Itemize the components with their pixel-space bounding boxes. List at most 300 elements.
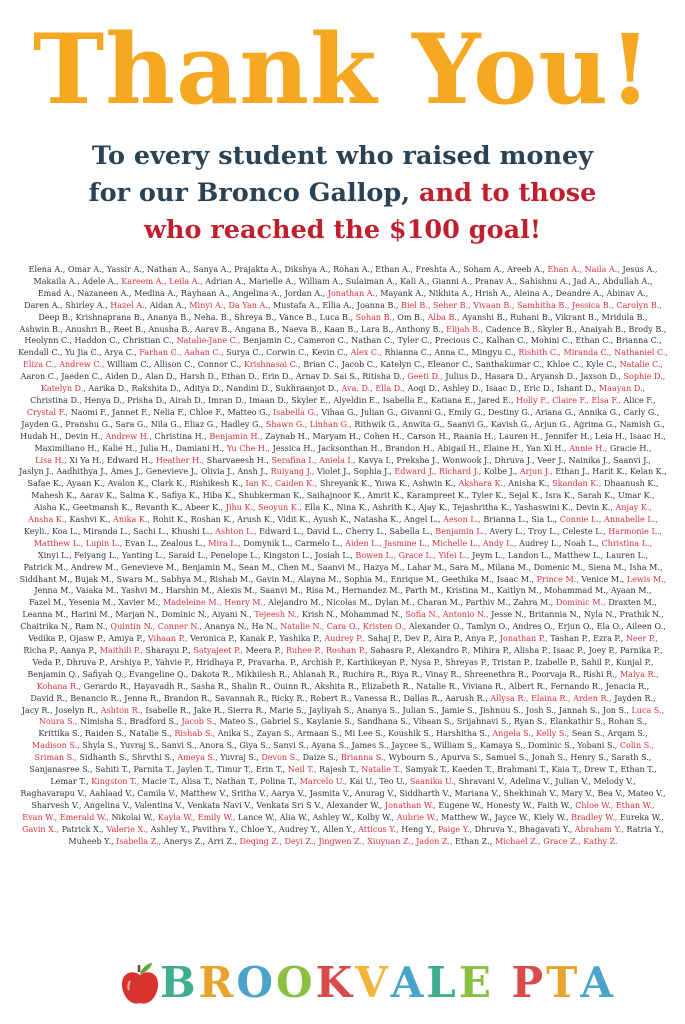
student-name: Yahvie P., <box>155 657 194 667</box>
student-name: Mayank A., <box>380 288 427 298</box>
student-name: Carmelo L., <box>294 538 343 548</box>
student-name: Arshiya P., <box>110 657 153 667</box>
student-name: Raiden S., <box>84 729 127 739</box>
student-name: Nathan C., <box>351 336 395 346</box>
student-name: Elaina R., <box>531 693 571 703</box>
student-name: Kai U., <box>349 776 377 786</box>
student-name: Miranda C., <box>563 348 612 358</box>
student-name: Erjun O., <box>557 622 595 632</box>
student-name: Shreyank K., <box>319 479 373 489</box>
student-name: Aarika D., <box>88 384 129 394</box>
student-name: Ethan A., <box>375 265 413 274</box>
student-name: Aarush R., <box>445 693 488 703</box>
student-name: Ayaan M., <box>610 586 652 596</box>
student-name: Kali A., <box>400 276 430 286</box>
student-name: Jaeden C., <box>61 372 103 382</box>
student-name: Sean M., <box>238 562 275 572</box>
student-name: Koushik S., <box>388 729 434 739</box>
student-name: Michael Z., <box>494 836 541 846</box>
student-name: Wonwook J., <box>442 455 492 465</box>
student-name: Aubrie W., <box>396 812 439 822</box>
student-name: Gianni A., <box>432 276 473 286</box>
student-name: Deandre A., <box>555 288 605 298</box>
student-name: Josh S., <box>526 705 557 715</box>
student-name: Annie H., <box>569 443 608 453</box>
student-name: Erin T., <box>255 765 286 775</box>
student-name: Nandini D., <box>226 384 273 394</box>
student-name: Saraid L., <box>168 550 208 560</box>
student-name: Emily G., <box>448 407 486 417</box>
pta-letter: A <box>580 958 616 1007</box>
student-name: Nathan T., <box>215 776 258 786</box>
subtitle-line-3: who reached the $100 goal! <box>143 215 542 245</box>
student-name: Aahlaad V., <box>89 788 135 798</box>
student-name: Polina T., <box>260 776 298 786</box>
student-name: Abdullah A., <box>602 276 653 286</box>
student-name: Preksha J., <box>396 455 440 465</box>
student-name: Abigail H., <box>437 443 481 453</box>
student-name: Geeti D., <box>407 372 443 382</box>
student-name: Xiuyuan Z., <box>367 836 414 846</box>
student-name: Devin H., <box>64 431 103 441</box>
student-name: Christian C., <box>122 336 175 346</box>
student-name: Anthony B., <box>395 324 444 334</box>
student-name: Seher B., <box>433 300 471 310</box>
student-name: Crystal F., <box>26 407 69 417</box>
student-name: Arnav D. Sai S., <box>295 372 360 382</box>
student-name: Arya C., <box>104 348 137 358</box>
student-name: Yesenia M., <box>68 598 116 608</box>
pta-letter: O <box>236 958 276 1007</box>
student-name: Minyi A., <box>189 300 226 310</box>
student-name: Julia H., <box>140 443 174 453</box>
student-name: Allysa R., <box>490 693 529 703</box>
student-name: Haddon C., <box>74 336 121 346</box>
student-name: Jon S., <box>602 705 629 715</box>
student-name: Leia H., <box>595 431 628 441</box>
student-name: Lauren H., <box>498 431 543 441</box>
student-name: Kevin C., <box>311 348 349 358</box>
student-name: Sanvi S., <box>161 741 197 751</box>
student-name: Arjun J., <box>519 467 553 477</box>
student-name: Jihu K., <box>225 503 256 513</box>
student-name: Prathik N., <box>619 610 664 620</box>
student-name: Julian S., <box>402 705 439 715</box>
student-name: Yuwa K., <box>374 479 410 489</box>
student-name: Britannia N., <box>528 610 582 620</box>
student-name: Damiani H., <box>175 443 225 453</box>
student-name: Yu Che H., <box>226 443 271 453</box>
student-name: Aarya V., <box>271 788 308 798</box>
student-name: Jesus A., <box>622 265 658 274</box>
student-name: Anna C., <box>434 348 469 358</box>
student-name: Prajakta A., <box>234 265 282 274</box>
student-name: Neha. B., <box>193 312 232 322</box>
student-name: Devon S., <box>261 753 301 763</box>
student-name: Mahesh K., <box>31 491 78 501</box>
student-name: Christina D., <box>30 395 82 405</box>
student-name: Devin K., <box>575 503 613 513</box>
student-name: Natalie C., <box>619 360 663 370</box>
student-name: Hazya M., <box>363 562 405 572</box>
student-name: Rohit K., <box>152 515 189 525</box>
student-name: Heng Y., <box>401 824 436 834</box>
student-name: Lemar T., <box>50 776 89 786</box>
student-name: Colin S., <box>619 741 655 751</box>
student-name: Sara G., <box>115 419 149 429</box>
student-name: Henry M., <box>224 598 266 608</box>
student-name: Rishith C., <box>518 348 561 358</box>
student-name: Sohan B., <box>355 312 395 322</box>
student-name: Karthikeyan P., <box>346 657 409 667</box>
pta-letter: B <box>160 958 199 1007</box>
student-name: Avalon K., <box>107 479 149 489</box>
student-name: Enrique M., <box>390 574 440 584</box>
student-name: Rithwik G., <box>354 419 400 429</box>
student-name: Joanna B., <box>356 300 399 310</box>
student-name: Kamaya S., <box>479 741 526 751</box>
student-name: Eleanor C., <box>427 360 473 370</box>
student-name: Robert R., <box>310 693 352 703</box>
student-name: Jaxson D., <box>580 372 621 382</box>
student-name: Jonathan W., <box>384 800 436 810</box>
student-name: Tashan P., <box>550 634 591 644</box>
student-name: Audrey Y., <box>278 824 321 834</box>
student-name: Sharvaeesh H., <box>206 455 269 465</box>
student-name: Dhruva P., <box>66 657 108 667</box>
student-name: Mingyu C., <box>471 348 516 358</box>
student-name: Destiny G., <box>487 407 533 417</box>
student-name: Zealous L., <box>160 538 206 548</box>
student-name: Shyla S., <box>82 741 118 751</box>
student-name: Maryam H., <box>312 431 362 441</box>
student-name: Siena M., <box>588 562 627 572</box>
student-name: Kaylanie S., <box>306 717 355 727</box>
student-name: Lewis M., <box>626 574 667 584</box>
student-name: Alan D., <box>145 372 178 382</box>
student-name: Roshan K., <box>190 515 235 525</box>
student-name: Deep B., <box>38 312 74 322</box>
student-name: Hrish A., <box>475 288 512 298</box>
student-name: Veronica P., <box>190 634 238 644</box>
student-name: Saanika U., <box>409 776 457 786</box>
student-name: Michelle L., <box>432 538 481 548</box>
student-name: Harmonie L., <box>608 526 662 536</box>
student-name: Roshan P., <box>325 646 368 655</box>
student-name: Rajesh T., <box>319 765 359 775</box>
student-name: Aoqi D., <box>407 384 440 394</box>
student-name: Cadence B., <box>485 324 535 334</box>
student-name: Gavin X., <box>22 824 60 834</box>
student-name: Lance W., <box>238 812 278 822</box>
student-name: Aileen O., <box>626 622 666 632</box>
student-name: Marjan N., <box>115 610 159 620</box>
student-name: Noura S., <box>38 717 78 727</box>
student-name: Milana M., <box>486 562 532 572</box>
student-name: Tyler C., <box>397 336 433 346</box>
student-name: Biel B., <box>401 300 431 310</box>
student-name: Hudah H., <box>20 431 63 441</box>
student-name: Ryan S., <box>513 717 548 727</box>
student-name: Lisa H., <box>35 455 67 465</box>
student-name: Alexander O., <box>408 622 465 632</box>
student-name: Jaslyn J., <box>19 467 54 477</box>
student-name: Viviana R., <box>462 681 507 691</box>
student-name: Nina K., <box>336 503 370 513</box>
student-name: Anaiyah B., <box>579 324 626 334</box>
student-name: Alice F., <box>623 395 656 405</box>
pta-footer <box>0 955 685 1013</box>
student-name: Shreya B., <box>234 312 277 322</box>
student-name: Veer J., <box>537 455 566 465</box>
student-name: Nazaneen A., <box>77 288 132 298</box>
student-name: Benjamin L., <box>435 526 487 536</box>
student-name: Julian V., <box>555 776 591 786</box>
student-name: Sanya A., <box>193 265 232 274</box>
student-name: Edward L., <box>259 526 304 536</box>
student-name: Kingston T., <box>91 776 140 786</box>
student-name: Jenacia R., <box>605 681 650 691</box>
student-name: Ethan J., <box>555 467 590 477</box>
student-name: Alisa T., <box>181 776 213 786</box>
student-name: Marcelo U., <box>299 776 347 786</box>
student-name: Natalie S., <box>129 729 172 739</box>
student-name: Lara B., <box>361 324 394 334</box>
student-name: Jingwen Z., <box>318 836 365 846</box>
student-name: Elena A., <box>28 265 66 274</box>
student-name: Kolby W., <box>356 812 395 822</box>
student-name: Ashrith K., <box>372 503 417 513</box>
student-name: Kohana R., <box>36 681 82 691</box>
student-name: Sahiti T., <box>95 765 131 775</box>
student-name: Ruchira R., <box>342 669 389 679</box>
pta-letter: O <box>276 958 316 1007</box>
student-name: Maithili P., <box>99 646 143 655</box>
student-name: Brandon R., <box>163 693 213 703</box>
student-name: Jaylen T., <box>177 765 215 775</box>
student-name: Grace L., <box>398 550 436 560</box>
student-name: Geetmansh K., <box>72 503 133 513</box>
student-name: Heolynn C., <box>24 336 72 346</box>
student-name: Angel L., <box>404 515 441 525</box>
student-name: Amrit K., <box>367 491 404 501</box>
student-name: Camila V., <box>137 788 178 798</box>
student-name: Rishab S., <box>174 729 216 739</box>
student-name: Ethan T., <box>620 765 657 775</box>
student-name: Dhaanush K., <box>603 479 659 489</box>
student-name: Sophie D., <box>623 372 666 382</box>
student-name: Jonathan A., <box>327 288 378 298</box>
student-name: Siddharth V., <box>399 788 453 798</box>
student-name: Domenic M., <box>533 562 586 572</box>
student-name: Jessica B., <box>572 300 614 310</box>
student-name: Yashika P., <box>279 634 322 644</box>
student-name: Mustafa A., <box>273 300 320 310</box>
student-name: Nysa P., <box>410 657 443 667</box>
student-name: Om B., <box>397 312 426 322</box>
student-name: Sabhya M., <box>160 574 207 584</box>
student-name: Geethika M., <box>441 574 495 584</box>
student-name: Yashaswini K., <box>514 503 574 513</box>
pta-letter: L <box>426 958 459 1007</box>
student-name: Eliza C., <box>23 360 57 370</box>
student-name: Vidit K., <box>277 515 311 525</box>
student-name: Henry S., <box>570 753 609 763</box>
student-name: Ashley Y., <box>150 824 190 834</box>
student-name: Sean S., <box>571 729 605 739</box>
student-name: Alyeldin E., <box>333 395 381 405</box>
student-name: Bea V., <box>597 788 626 798</box>
student-name: Dylan M., <box>375 598 415 608</box>
student-name: Erin D., <box>261 372 294 382</box>
student-name: Nikolai W., <box>111 812 156 822</box>
student-name: Violet J., <box>316 467 351 477</box>
student-name: Julian G., <box>360 407 399 417</box>
student-name: Mary V., <box>561 788 595 798</box>
student-name: Savannah R., <box>214 693 269 703</box>
student-name: Ethan Z., <box>454 836 493 846</box>
student-name: Anya P., <box>465 634 498 644</box>
student-name: Grace Z., <box>543 836 581 846</box>
student-name: Abinav A., <box>606 288 649 298</box>
student-name: Vaiaka M., <box>76 586 119 596</box>
student-name: Abraham Y., <box>574 824 624 834</box>
student-name: Safiya K., <box>161 491 201 501</box>
student-name: Kanak P., <box>239 634 277 644</box>
student-name: Carson H., <box>406 431 451 441</box>
student-name: Anusha B., <box>148 324 193 334</box>
student-name: Genevieve J., <box>145 467 199 477</box>
student-name: Atticus Y., <box>358 824 399 834</box>
student-name: Aanya P., <box>60 646 98 655</box>
student-name: Adrian A., <box>205 276 247 286</box>
student-name: Wybourn S., <box>388 753 439 763</box>
student-name: Ahlanah R., <box>292 669 340 679</box>
student-name: Saanvi G., <box>447 419 489 429</box>
student-name: Saanvi M., <box>317 562 361 572</box>
student-name: Anjay K., <box>615 503 652 513</box>
student-name: Ishant D., <box>556 384 597 394</box>
student-name: Teo U., <box>379 776 408 786</box>
student-name: Revanth K., <box>135 503 183 513</box>
student-name: Angelina A., <box>232 288 283 298</box>
student-name: Krish N., <box>301 610 338 620</box>
student-name: Gavin M., <box>255 574 296 584</box>
student-name: Aidan A., <box>149 300 187 310</box>
student-name: Sarath S., <box>611 753 652 763</box>
student-name: Bradford S., <box>129 717 179 727</box>
student-name: Aisha K., <box>34 503 71 513</box>
student-name: Edward J., <box>394 467 437 477</box>
student-name: Venkata Sri S V., <box>256 800 324 810</box>
student-name: Harit K., <box>592 467 628 477</box>
student-name: Agrima G., <box>573 419 618 429</box>
student-name: Maximiliano H., <box>34 443 100 453</box>
student-name: Izabelle P., <box>535 657 579 667</box>
student-name: Gracie H., <box>609 443 652 453</box>
student-name: Bowen L., <box>355 550 397 560</box>
student-name: Carolyn B., <box>616 300 662 310</box>
student-name: Lauren L., <box>605 550 649 560</box>
student-name: Sejal K., <box>508 491 543 501</box>
student-name: Kavya I., <box>358 455 394 465</box>
student-name: Anwita G., <box>402 419 445 429</box>
student-name: David L., <box>306 526 343 536</box>
poster-title: Thank You! <box>32 13 653 126</box>
student-name: Aiden L., <box>345 538 382 548</box>
student-name: Matthew L., <box>33 538 84 548</box>
student-name: Mariana V., <box>454 788 501 798</box>
student-name: Safiyah Q., <box>82 669 127 679</box>
student-name: Julius D., <box>445 372 483 382</box>
student-name: Deqing Z., <box>239 836 282 846</box>
student-name: Akshita R., <box>314 681 359 691</box>
student-name: Vinay R., <box>425 669 462 679</box>
student-name: Elankathir S., <box>549 717 606 727</box>
student-name: Hiba K., <box>202 491 236 501</box>
student-name: Tejashritha K., <box>452 503 512 513</box>
student-name: Vanessa R., <box>354 693 401 703</box>
student-name: Kaitlyn M., <box>496 586 542 596</box>
student-name: Patrick X., <box>61 824 104 834</box>
student-name: Aahan C., <box>184 348 224 358</box>
student-name: Chloe Y., <box>240 824 277 834</box>
student-name: Veda P., <box>32 657 64 667</box>
student-name: Jared E., <box>478 395 514 405</box>
student-name: Sharvesh V., <box>31 800 82 810</box>
student-name: Jannet F., <box>112 407 151 417</box>
student-name: Ritisha D., <box>362 372 405 382</box>
student-name: Alisha P., <box>514 646 551 655</box>
student-name: Draxten M., <box>608 598 657 608</box>
student-name: Macie T., <box>141 776 179 786</box>
student-name: Givanni G., <box>400 407 446 417</box>
student-name: Genevieve M., <box>120 562 180 572</box>
student-name: Jenna R., <box>124 693 162 703</box>
student-name: Alexis M., <box>217 586 258 596</box>
student-name: Parnika P., <box>619 646 663 655</box>
student-name: Quintin N., <box>110 622 156 632</box>
student-name: Anika K., <box>113 515 150 525</box>
student-name: Alba B., <box>427 312 460 322</box>
student-name: Akshara K., <box>458 479 506 489</box>
student-name: Eliaz G., <box>184 419 219 429</box>
student-name: Aarav K., <box>79 491 118 501</box>
student-name: Yassir A., <box>106 265 145 274</box>
student-name: Alexander W., <box>326 800 383 810</box>
student-name: Maayan D., <box>598 384 646 394</box>
student-name: Imaan D., <box>249 395 289 405</box>
student-name: Mira L., <box>208 538 241 548</box>
student-name: Jake R., <box>193 705 226 715</box>
student-name: Landon L., <box>507 550 552 560</box>
student-name: Christina L., <box>601 538 653 548</box>
student-name: Tejeesh N., <box>254 610 300 620</box>
student-name: Isabelle R., <box>145 705 192 715</box>
student-name: Daren A., <box>24 300 63 310</box>
student-name: Zaynab H., <box>265 431 310 441</box>
student-name: Allison C., <box>153 360 196 370</box>
student-name: Andres O., <box>512 622 556 632</box>
poster-subtitle <box>20 138 665 249</box>
student-name: Annika G., <box>578 407 621 417</box>
student-name: Vihaa G., <box>321 407 359 417</box>
student-name: Brahmani T., <box>497 765 549 775</box>
student-name: Cohen H., <box>363 431 405 441</box>
student-name: Mridula B., <box>601 312 648 322</box>
student-name: Kaan B., <box>324 324 359 334</box>
student-name: Dominic S., <box>527 741 575 751</box>
